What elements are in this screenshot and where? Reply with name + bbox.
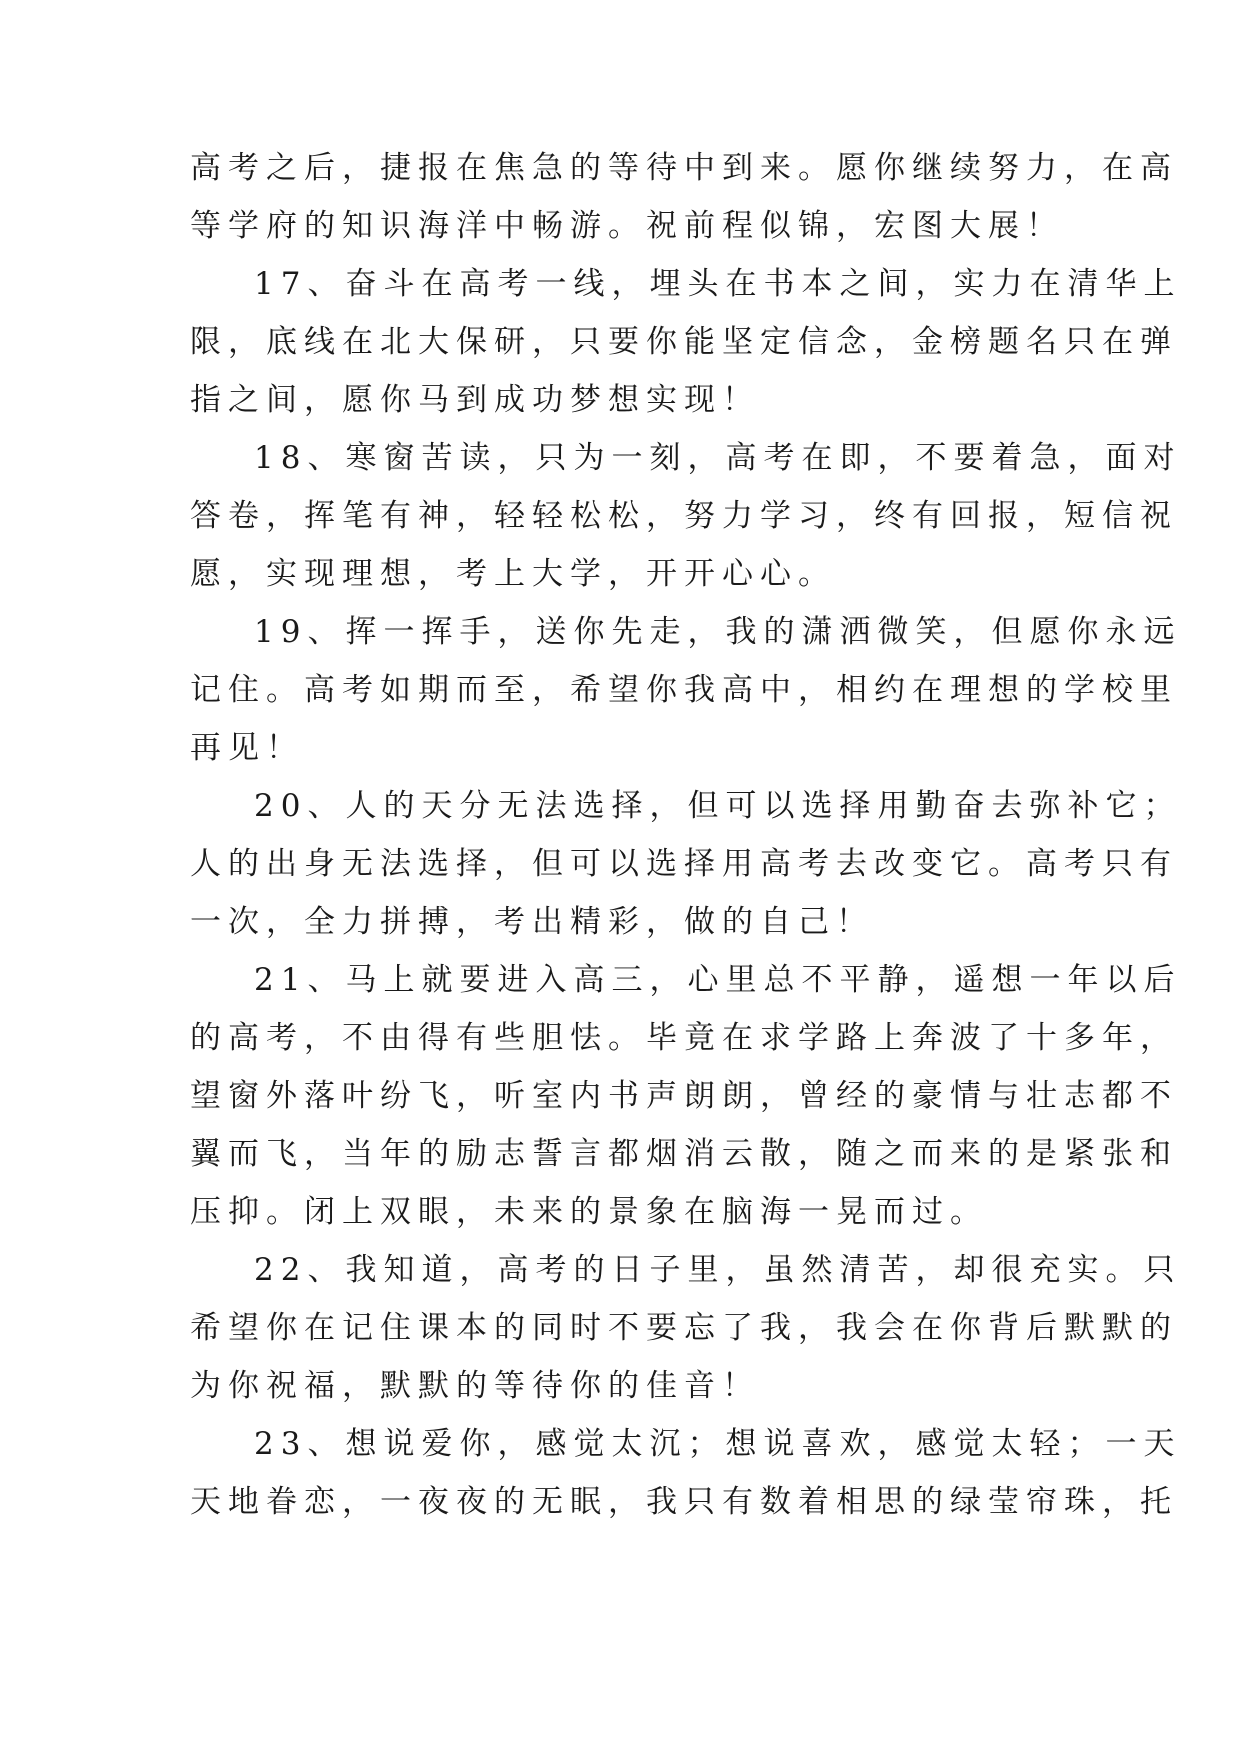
list-item-20-line: 20、人的天分无法选择，但可以选择用勤奋去弥补它；: [254, 788, 1182, 824]
text-line: 指之间，愿你马到成功梦想实现！: [190, 382, 760, 418]
list-item-21-line: 21、马上就要进入高三，心里总不平静，遥想一年以后: [254, 962, 1182, 998]
list-item-22-line: 22、我知道，高考的日子里，虽然清苦，却很充实。只: [254, 1252, 1182, 1288]
text-line: 愿，实现理想，考上大学，开开心心。: [190, 556, 836, 592]
text-line: 一次，全力拼搏，考出精彩，做的自己！: [190, 904, 874, 940]
text-line: 高考之后，捷报在焦急的等待中到来。愿你继续努力，在高: [190, 150, 1178, 186]
text-line: 人的出身无法选择，但可以选择用高考去改变它。高考只有: [190, 846, 1178, 882]
text-line: 天地眷恋，一夜夜的无眠，我只有数着相思的绿莹帘珠，托: [190, 1484, 1178, 1520]
text-line: 限，底线在北大保研，只要你能坚定信念，金榜题名只在弹: [190, 324, 1178, 360]
text-line: 记住。高考如期而至，希望你我高中，相约在理想的学校里: [190, 672, 1178, 708]
list-item-18-line: 18、寒窗苦读，只为一刻，高考在即，不要着急，面对: [254, 440, 1182, 476]
text-line: 为你祝福，默默的等待你的佳音！: [190, 1368, 760, 1404]
list-item-17-line: 17、奋斗在高考一线，埋头在书本之间，实力在清华上: [254, 266, 1182, 302]
text-line: 等学府的知识海洋中畅游。祝前程似锦，宏图大展！: [190, 208, 1064, 244]
text-line: 再见！: [190, 730, 304, 766]
list-item-23-line: 23、想说爱你，感觉太沉；想说喜欢，感觉太轻；一天: [254, 1426, 1182, 1462]
list-item-19-line: 19、挥一挥手，送你先走，我的潇洒微笑，但愿你永远: [254, 614, 1182, 650]
text-line: 压抑。闭上双眼，未来的景象在脑海一晃而过。: [190, 1194, 988, 1230]
text-line: 望窗外落叶纷飞，听室内书声朗朗，曾经的豪情与壮志都不: [190, 1078, 1178, 1114]
text-line: 翼而飞，当年的励志誓言都烟消云散，随之而来的是紧张和: [190, 1136, 1178, 1172]
text-line: 答卷，挥笔有神，轻轻松松，努力学习，终有回报，短信祝: [190, 498, 1178, 534]
text-line: 希望你在记住课本的同时不要忘了我，我会在你背后默默的: [190, 1310, 1178, 1346]
text-line: 的高考，不由得有些胆怯。毕竟在求学路上奔波了十多年，: [190, 1020, 1178, 1056]
